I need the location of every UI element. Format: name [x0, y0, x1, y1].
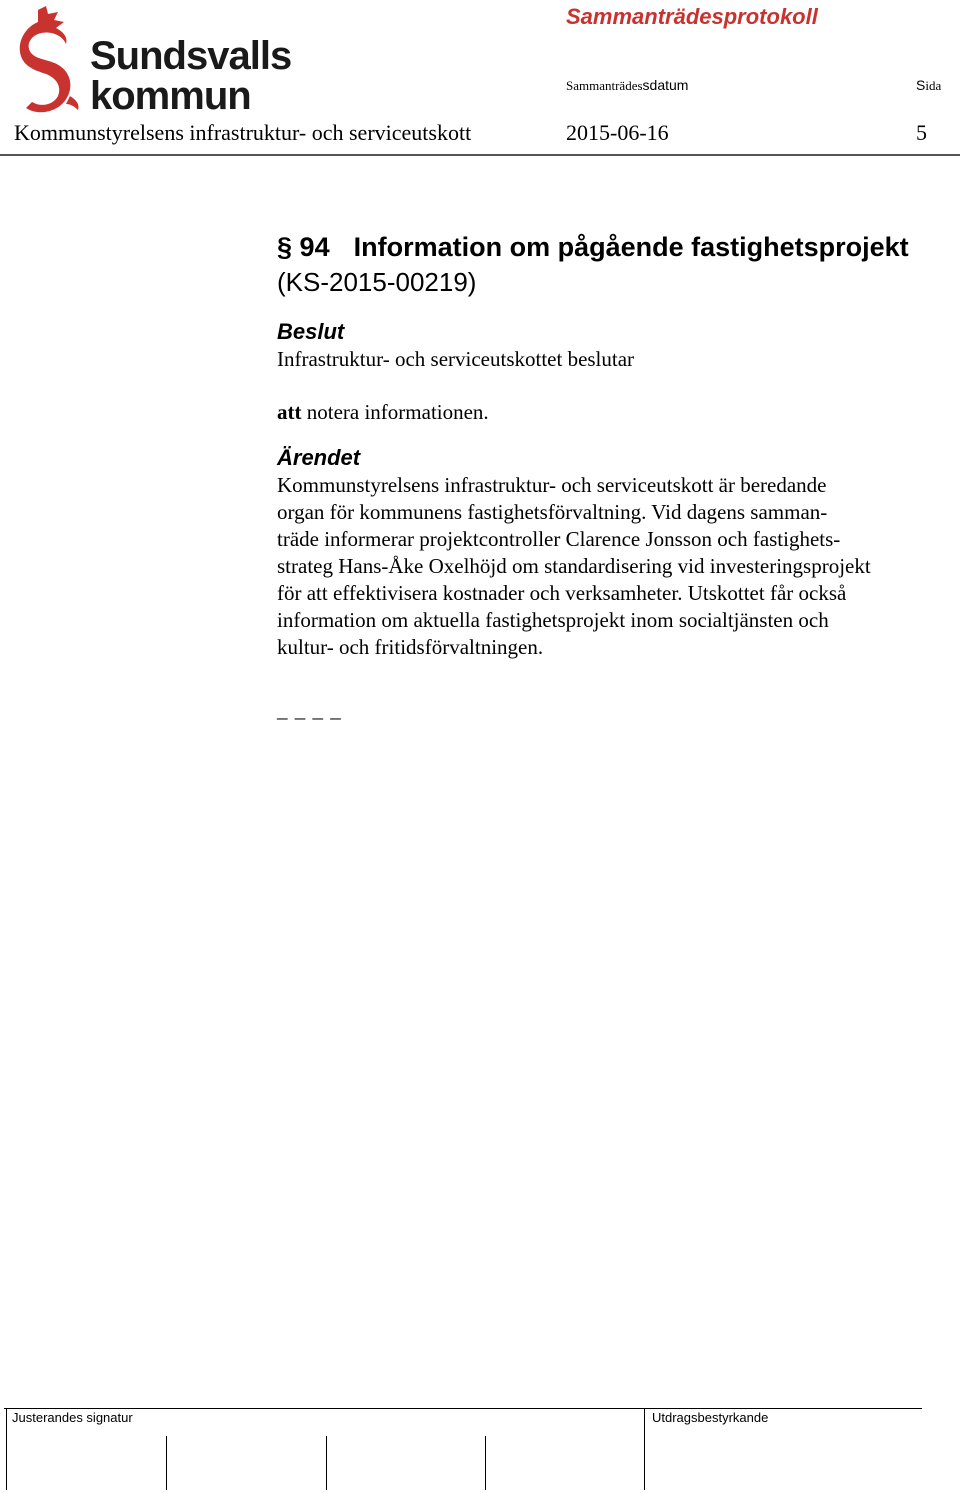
decision-att: att: [277, 400, 302, 424]
matter-heading: Ärendet: [277, 445, 361, 470]
decision-heading: Beslut: [277, 319, 345, 344]
meeting-date-label: [566, 77, 688, 94]
page-label-rest: ida: [925, 78, 942, 93]
matter-line: Kommunstyrelsens infrastruktur- och serviceutskott är beredande: [277, 473, 827, 497]
matter-line: strateg Hans-Åke Oxelhöjd om standardisering vid investeringsprojekt: [277, 554, 871, 578]
certification-label: Utdragsbestyrkande: [652, 1410, 769, 1425]
matter-line: information om aktuella fastighetsprojekt inom socialtjänsten och: [277, 608, 829, 632]
signature-field-divider: [326, 1436, 327, 1490]
section-title-text: Information om pågående fastighetsprojekt: [353, 232, 909, 262]
matter-line: kultur- och fritidsförvaltningen.: [277, 635, 544, 659]
logo-text-line2: kommun: [90, 74, 251, 118]
section-title: [277, 230, 937, 264]
page-label-first: S: [916, 77, 926, 93]
header-divider: [0, 154, 960, 156]
signature-field-divider: [485, 1436, 486, 1490]
logo-text-line1: Sundsvalls: [90, 34, 292, 78]
matter-line: organ för kommunens fastighetsförvaltning. Vid dagens samman-: [277, 500, 828, 524]
footer-divider: [4, 1408, 922, 1409]
end-of-section-marker: _ _ _ _: [277, 698, 342, 722]
matter-body: [277, 472, 937, 661]
paragraph-symbol: §: [277, 232, 293, 262]
decision-intro: Infrastruktur- och serviceutskottet beslutar: [277, 347, 635, 371]
protocol-section: [277, 230, 937, 724]
meeting-date: 2015-06-16: [566, 120, 669, 145]
decision-text: [277, 399, 937, 426]
matter-line: träde informerar projektcontroller Clarence Jonsson och fastighets-: [277, 527, 841, 551]
meeting-date-label-sans: sdatum: [642, 77, 689, 93]
sundsvalls-kommun-logo: [18, 4, 308, 118]
decision-body: notera informationen.: [301, 400, 489, 424]
signature-label: Justerandes signatur: [12, 1410, 133, 1425]
page-label: [916, 77, 941, 94]
matter-line: för att effektivisera kostnader och verksamheter. Utskottet får också: [277, 581, 847, 605]
document-type-title: Sammanträdesprotokoll: [566, 4, 818, 29]
committee-name: Kommunstyrelsens infrastruktur- och serviceutskott: [14, 120, 472, 145]
certification-box-border: [644, 1408, 645, 1490]
signature-field-divider: [166, 1436, 167, 1490]
dragon-emblem-icon: [18, 4, 84, 118]
meeting-date-label-serif: Sammanträdes: [566, 78, 643, 93]
page-number: 5: [916, 120, 927, 145]
case-reference: (KS-2015-00219): [277, 267, 477, 297]
signature-box-border: [6, 1408, 7, 1490]
section-number: 94: [299, 232, 330, 262]
